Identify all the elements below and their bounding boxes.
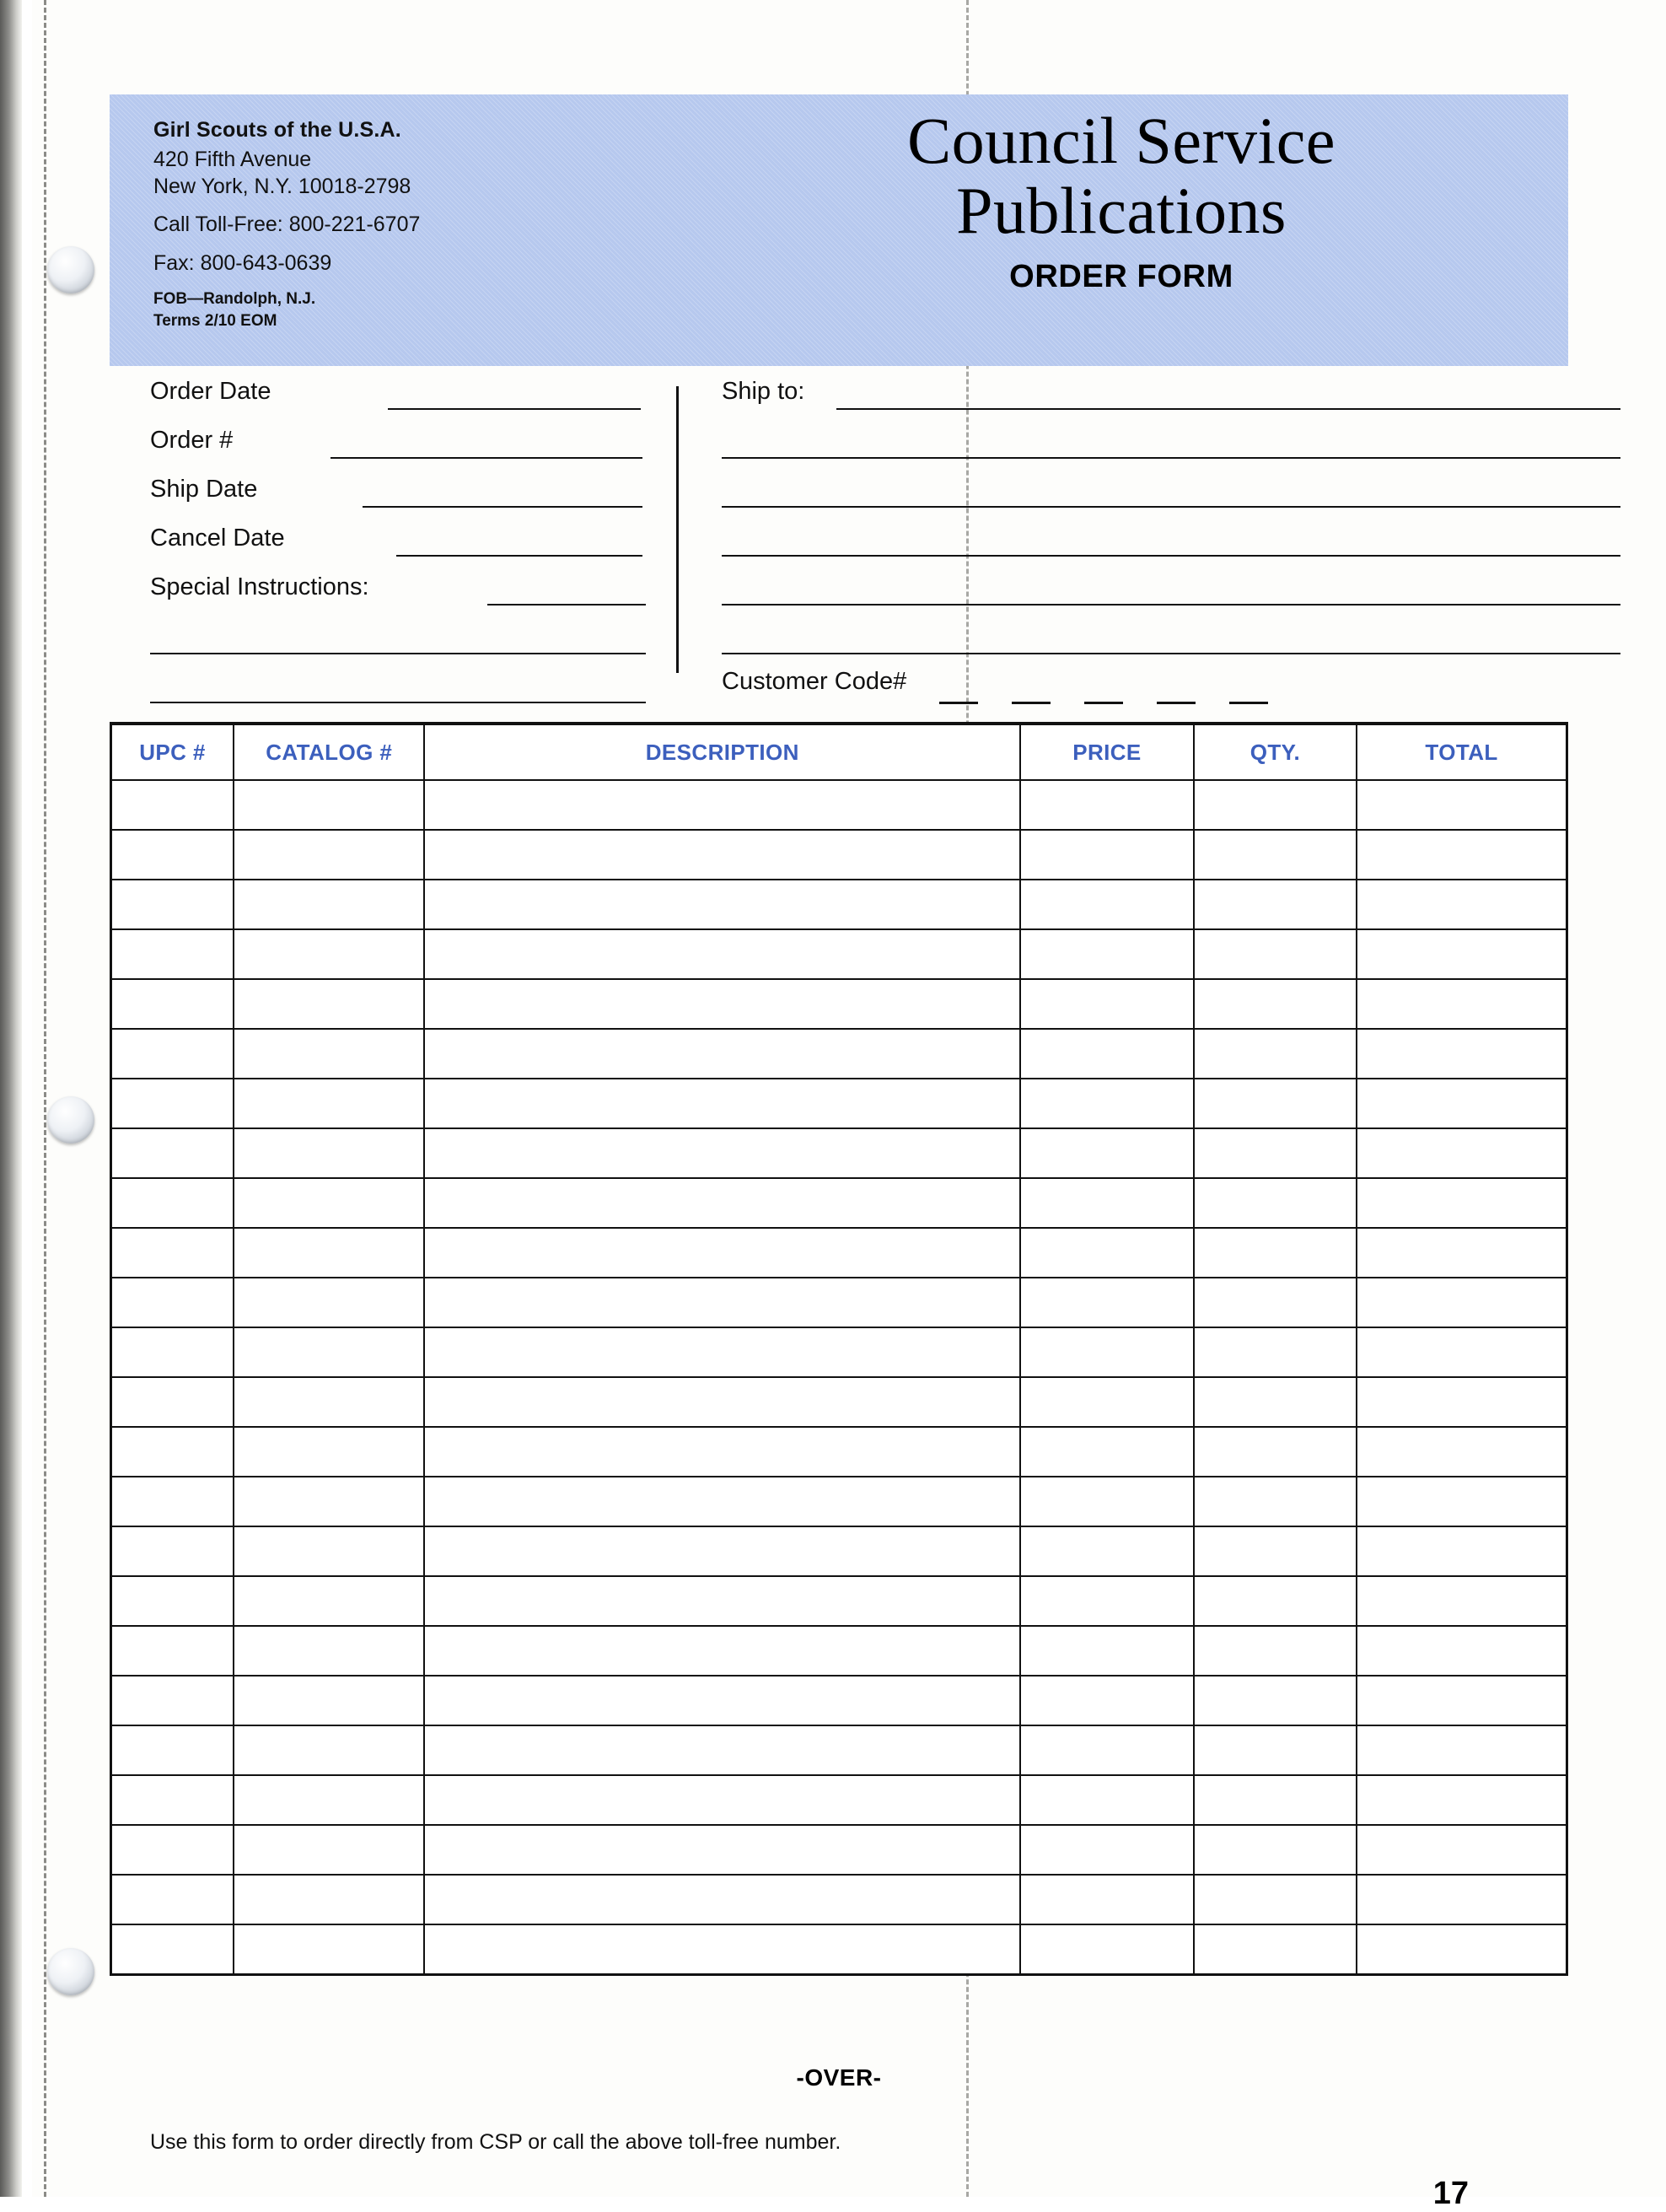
table-row[interactable] [111,1825,1567,1875]
table-cell-catalog[interactable] [234,1576,425,1626]
table-cell-upc[interactable] [111,1825,234,1875]
table-cell-total[interactable] [1357,1626,1567,1676]
table-row[interactable] [111,1477,1567,1526]
column-header-upc: UPC # [111,724,234,780]
special-instructions-input-3[interactable] [150,702,646,703]
table-cell-price[interactable] [1020,1875,1194,1924]
over-label: -OVER- [796,2064,882,2091]
column-header-price: PRICE [1020,724,1194,780]
table-cell-upc[interactable] [111,1924,234,1975]
table-cell-upc[interactable] [111,880,234,929]
table-cell-catalog[interactable] [234,1128,425,1178]
table-cell-price[interactable] [1020,1029,1194,1079]
table-cell-total[interactable] [1357,979,1567,1029]
table-cell-catalog[interactable] [234,1327,425,1377]
table-cell-price[interactable] [1020,830,1194,880]
table-cell-catalog[interactable] [234,1676,425,1725]
table-cell-upc[interactable] [111,1278,234,1327]
table-cell-price[interactable] [1020,1377,1194,1427]
table-cell-upc[interactable] [111,1228,234,1278]
table-row[interactable] [111,1626,1567,1676]
table-cell-description[interactable] [424,1676,1020,1725]
fob-terms-terms: Terms 2/10 EOM [153,311,277,330]
fax-number: Fax: 800-643-0639 [153,250,332,275]
table-cell-description[interactable] [424,1875,1020,1924]
table-cell-description[interactable] [424,1725,1020,1775]
table-cell-price[interactable] [1020,1725,1194,1775]
form-title-line-1: Council Service [907,104,1335,177]
table-cell-description[interactable] [424,1178,1020,1228]
organization-address-line-2: New York, N.Y. 10018-2798 [153,174,411,198]
table-cell-catalog[interactable] [234,929,425,979]
table-cell-catalog[interactable] [234,830,425,880]
table-cell-description[interactable] [424,880,1020,929]
table-cell-catalog[interactable] [234,1924,425,1975]
punch-hole [47,1948,94,1995]
table-cell-price[interactable] [1020,1278,1194,1327]
table-cell-description[interactable] [424,1427,1020,1477]
table-row[interactable] [111,1775,1567,1825]
table-row[interactable] [111,1924,1567,1975]
table-cell-catalog[interactable] [234,780,425,830]
table-cell-qty[interactable] [1194,830,1357,880]
table-cell-total[interactable] [1357,1676,1567,1725]
column-header-description: DESCRIPTION [424,724,1020,780]
table-cell-qty[interactable] [1194,1676,1357,1725]
table-cell-price[interactable] [1020,1178,1194,1228]
perforation-line-left [44,0,46,2197]
ship-to-input-6[interactable] [722,653,1620,654]
table-cell-qty[interactable] [1194,1725,1357,1775]
table-row[interactable] [111,1725,1567,1775]
table-cell-catalog[interactable] [234,1526,425,1576]
table-cell-upc[interactable] [111,1029,234,1079]
table-cell-upc[interactable] [111,1875,234,1924]
column-header-qty: QTY. [1194,724,1357,780]
ship-date-input[interactable] [363,506,642,508]
table-cell-description[interactable] [424,1477,1020,1526]
special-instructions-input-1[interactable] [487,604,646,605]
table-cell-description[interactable] [424,1327,1020,1377]
order-date-input[interactable] [388,408,641,410]
table-cell-description[interactable] [424,929,1020,979]
table-row[interactable] [111,929,1567,979]
table-cell-price[interactable] [1020,1327,1194,1377]
order-items-table [110,722,1568,1976]
table-row[interactable] [111,1875,1567,1924]
table-cell-description[interactable] [424,1377,1020,1427]
table-cell-catalog[interactable] [234,1377,425,1427]
table-cell-catalog[interactable] [234,1875,425,1924]
table-header-row [111,724,1567,780]
table-row[interactable] [111,1427,1567,1477]
info-vertical-divider [676,386,679,673]
table-cell-price[interactable] [1020,1477,1194,1526]
table-cell-upc[interactable] [111,1178,234,1228]
table-cell-price[interactable] [1020,1576,1194,1626]
table-cell-total[interactable] [1357,1377,1567,1427]
table-cell-qty[interactable] [1194,1775,1357,1825]
table-cell-price[interactable] [1020,1228,1194,1278]
ship-to-input-2[interactable] [722,457,1620,459]
ship-to-input-1[interactable] [836,408,1620,410]
table-cell-upc[interactable] [111,979,234,1029]
table-row[interactable] [111,1029,1567,1079]
table-cell-upc[interactable] [111,1676,234,1725]
table-cell-catalog[interactable] [234,1278,425,1327]
table-row[interactable] [111,1128,1567,1178]
table-cell-upc[interactable] [111,1477,234,1526]
table-cell-qty[interactable] [1194,1626,1357,1676]
organization-address-line-1: 420 Fifth Avenue [153,148,312,171]
fob-terms-fob: FOB—Randolph, N.J. [153,290,316,308]
table-cell-description[interactable] [424,1775,1020,1825]
table-cell-qty[interactable] [1194,1377,1357,1427]
table-row[interactable] [111,880,1567,929]
table-cell-qty[interactable] [1194,1924,1357,1975]
ship-to-input-5[interactable] [722,604,1620,605]
customer-code-digit-2[interactable] [1012,702,1051,704]
table-cell-total[interactable] [1357,1725,1567,1775]
column-header-catalog: CATALOG # [234,724,425,780]
table-cell-total[interactable] [1357,1825,1567,1875]
order-info-area [110,371,1568,708]
order-number-label: Order # [150,427,234,454]
punch-hole [47,246,94,293]
table-cell-total[interactable] [1357,1128,1567,1178]
table-cell-total[interactable] [1357,1278,1567,1327]
cancel-date-label: Cancel Date [150,525,285,552]
table-cell-price[interactable] [1020,1676,1194,1725]
table-cell-description[interactable] [424,1924,1020,1975]
table-cell-catalog[interactable] [234,1477,425,1526]
form-header-band [110,94,1568,366]
table-cell-price[interactable] [1020,880,1194,929]
scan-edge-paper [22,0,32,2197]
organization-name: Girl Scouts of the U.S.A. [153,118,401,142]
table-cell-upc[interactable] [111,780,234,830]
table-cell-description[interactable] [424,1576,1020,1626]
table-cell-description[interactable] [424,1029,1020,1079]
table-cell-price[interactable] [1020,929,1194,979]
table-cell-total[interactable] [1357,780,1567,830]
table-row[interactable] [111,1576,1567,1626]
table-cell-upc[interactable] [111,1079,234,1128]
organization-block [153,118,626,331]
table-cell-qty[interactable] [1194,1079,1357,1128]
table-cell-price[interactable] [1020,1924,1194,1975]
table-cell-catalog[interactable] [234,1228,425,1278]
table-cell-qty[interactable] [1194,1477,1357,1526]
table-cell-price[interactable] [1020,979,1194,1029]
table-row[interactable] [111,1327,1567,1377]
table-cell-total[interactable] [1357,1924,1567,1975]
table-cell-upc[interactable] [111,1526,234,1576]
table-body [111,780,1567,1975]
table-cell-upc[interactable] [111,1128,234,1178]
table-cell-qty[interactable] [1194,1178,1357,1228]
table-cell-qty[interactable] [1194,1825,1357,1875]
page-number: 17 [1432,2176,1469,2211]
table-cell-total[interactable] [1357,1327,1567,1377]
table-cell-price[interactable] [1020,780,1194,830]
customer-code-digit-1[interactable] [939,702,978,704]
table-row[interactable] [111,1377,1567,1427]
table-cell-total[interactable] [1357,1526,1567,1576]
table-cell-qty[interactable] [1194,1576,1357,1626]
table-cell-catalog[interactable] [234,979,425,1029]
table-cell-description[interactable] [424,780,1020,830]
table-cell-total[interactable] [1357,1477,1567,1526]
form-subtitle: ORDER FORM [1009,259,1233,295]
table-cell-total[interactable] [1357,1079,1567,1128]
cancel-date-input[interactable] [396,555,642,557]
table-cell-qty[interactable] [1194,780,1357,830]
special-instructions-input-2[interactable] [150,653,646,654]
table-cell-catalog[interactable] [234,1775,425,1825]
table-cell-catalog[interactable] [234,1626,425,1676]
table-cell-catalog[interactable] [234,1725,425,1775]
ship-date-label: Ship Date [150,476,258,503]
table-cell-qty[interactable] [1194,979,1357,1029]
ship-to-label: Ship to: [722,378,805,405]
table-cell-catalog[interactable] [234,1079,425,1128]
customer-code-digit-5[interactable] [1229,702,1268,704]
table-cell-description[interactable] [424,1278,1020,1327]
table-cell-price[interactable] [1020,1427,1194,1477]
order-items-table-wrap [110,722,1568,2211]
order-date-label: Order Date [150,378,271,405]
table-cell-qty[interactable] [1194,929,1357,979]
form-footnote: Use this form to order directly from CSP or call the above toll-free number. [150,2130,841,2154]
table-cell-price[interactable] [1020,1775,1194,1825]
table-cell-upc[interactable] [111,830,234,880]
table-cell-catalog[interactable] [234,880,425,929]
table-row[interactable] [111,1228,1567,1278]
form-title-line-2: Publications [956,173,1287,247]
table-cell-total[interactable] [1357,1875,1567,1924]
table-cell-price[interactable] [1020,1128,1194,1178]
table-row[interactable] [111,1079,1567,1128]
table-cell-total[interactable] [1357,1228,1567,1278]
order-number-input[interactable] [331,457,642,459]
table-cell-price[interactable] [1020,1526,1194,1576]
ship-to-input-4[interactable] [722,555,1620,557]
table-cell-upc[interactable] [111,1576,234,1626]
special-instructions-label: Special Instructions: [150,573,369,600]
table-row[interactable] [111,1676,1567,1725]
table-cell-qty[interactable] [1194,1128,1357,1178]
table-cell-price[interactable] [1020,1626,1194,1676]
table-cell-qty[interactable] [1194,1278,1357,1327]
table-cell-qty[interactable] [1194,1526,1357,1576]
table-cell-upc[interactable] [111,1427,234,1477]
table-cell-total[interactable] [1357,830,1567,880]
order-form-sheet [110,0,1666,2211]
table-cell-total[interactable] [1357,1775,1567,1825]
table-row[interactable] [111,830,1567,880]
table-row[interactable] [111,780,1567,830]
table-cell-qty[interactable] [1194,1029,1357,1079]
table-cell-upc[interactable] [111,929,234,979]
table-cell-description[interactable] [424,979,1020,1029]
table-cell-upc[interactable] [111,1775,234,1825]
table-cell-qty[interactable] [1194,1327,1357,1377]
table-cell-total[interactable] [1357,880,1567,929]
table-cell-price[interactable] [1020,1825,1194,1875]
table-cell-upc[interactable] [111,1327,234,1377]
table-cell-price[interactable] [1020,1079,1194,1128]
table-cell-upc[interactable] [111,1725,234,1775]
table-cell-description[interactable] [424,1825,1020,1875]
table-cell-catalog[interactable] [234,1029,425,1079]
table-cell-qty[interactable] [1194,1875,1357,1924]
scan-edge-shadow [0,0,22,2197]
customer-code-digit-3[interactable] [1084,702,1123,704]
customer-code-label: Customer Code# [722,668,907,695]
table-cell-upc[interactable] [111,1377,234,1427]
table-cell-total[interactable] [1357,1576,1567,1626]
table-cell-qty[interactable] [1194,1427,1357,1477]
table-row[interactable] [111,1178,1567,1228]
table-cell-total[interactable] [1357,1029,1567,1079]
table-cell-catalog[interactable] [234,1825,425,1875]
table-cell-upc[interactable] [111,1626,234,1676]
table-cell-catalog[interactable] [234,1178,425,1228]
table-row[interactable] [111,1526,1567,1576]
form-title-block [700,106,1543,295]
table-cell-catalog[interactable] [234,1427,425,1477]
column-header-total: TOTAL [1357,724,1567,780]
table-cell-description[interactable] [424,1526,1020,1576]
table-cell-description[interactable] [424,1079,1020,1128]
table-cell-total[interactable] [1357,1427,1567,1477]
table-cell-total[interactable] [1357,929,1567,979]
table-cell-description[interactable] [424,830,1020,880]
table-cell-qty[interactable] [1194,880,1357,929]
customer-code-digit-4[interactable] [1157,702,1196,704]
table-cell-description[interactable] [424,1128,1020,1178]
table-cell-qty[interactable] [1194,1228,1357,1278]
table-cell-total[interactable] [1357,1178,1567,1228]
table-row[interactable] [111,1278,1567,1327]
table-cell-description[interactable] [424,1626,1020,1676]
table-row[interactable] [111,979,1567,1029]
table-cell-description[interactable] [424,1228,1020,1278]
toll-free-phone: Call Toll-Free: 800-221-6707 [153,213,421,236]
ship-to-input-3[interactable] [722,506,1620,508]
punch-hole [47,1096,94,1144]
